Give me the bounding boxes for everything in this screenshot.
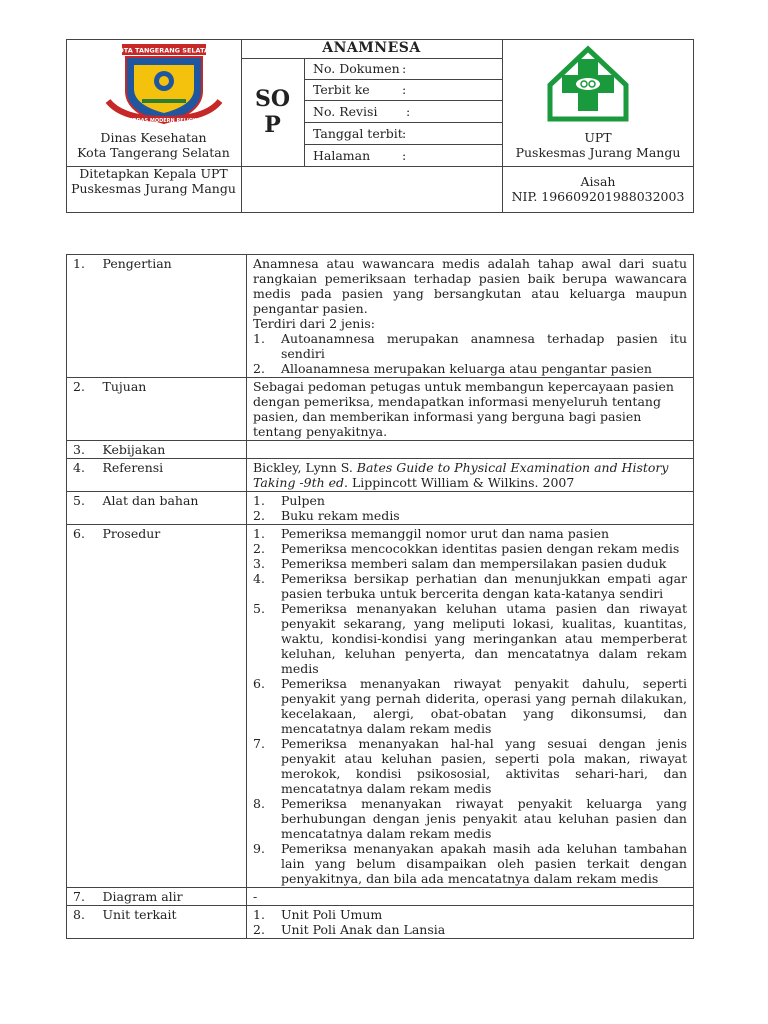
table-row bbox=[67, 888, 694, 906]
list-item: 1. Autoanamnesa merupakan anamnesa terhadap pasien itu sendiri bbox=[253, 331, 687, 361]
section-label: Diagram alir bbox=[97, 888, 247, 906]
list-item: 2. Pemeriksa mencocokkan identitas pasien dengan rekam medis bbox=[253, 541, 680, 556]
table-row bbox=[67, 492, 694, 525]
table-row bbox=[67, 906, 694, 939]
section-content: - bbox=[247, 888, 694, 906]
field-no-dokumen-value: : bbox=[402, 61, 407, 76]
reference-title: Bates Guide to Physical Examination and History Taking -9th ed. bbox=[253, 460, 669, 490]
sop-label-line-2: P bbox=[264, 112, 281, 138]
field-terbit-ke-value: : bbox=[402, 82, 407, 97]
list-item: 2. Unit Poli Anak dan Lansia bbox=[253, 922, 446, 937]
section-content bbox=[247, 441, 694, 459]
list-item: 7. Pemeriksa menanyakan hal-hal yang sesuai dengan jenis penyakit atau keluhan pasien, seperti pola makan, riwayat merokok, kondisi psikososial, aktivitas sehari-hari, dan mencatatnya dalam rekam medis bbox=[253, 736, 687, 796]
section-label: Pengertian bbox=[97, 255, 247, 378]
section-number: 2. bbox=[67, 378, 97, 441]
puskesmas-logo bbox=[542, 45, 634, 123]
section-content bbox=[247, 492, 694, 525]
field-halaman-value: : bbox=[402, 148, 407, 163]
sop-content-table bbox=[66, 254, 694, 939]
table-row bbox=[67, 459, 694, 492]
section-label: Alat dan bahan bbox=[97, 492, 247, 525]
section-label: Prosedur bbox=[97, 525, 247, 888]
field-no-revisi-label: No. Revisi bbox=[313, 104, 378, 119]
divider bbox=[304, 79, 502, 80]
section-number: 8. bbox=[67, 906, 97, 939]
section-number: 7. bbox=[67, 888, 97, 906]
org-line-1: UPT bbox=[584, 130, 612, 145]
established-by: Ditetapkan Kepala UPT Puskesmas Jurang Mangu bbox=[71, 166, 236, 196]
section-label: Referensi bbox=[97, 459, 247, 492]
sop-label-line-1: SO bbox=[254, 86, 291, 112]
reference-content bbox=[247, 459, 694, 492]
divider bbox=[304, 58, 305, 166]
field-halaman-label: Halaman bbox=[313, 148, 371, 163]
section-label: Kebijakan bbox=[97, 441, 247, 459]
field-no-dokumen-label: No. Dokumen bbox=[313, 61, 400, 76]
list-item: 6. Pemeriksa menanyakan riwayat penyakit dahulu, seperti penyakit yang pernah diderita, operasi yang pernah dilakukan, kecelakaan, alergi, obat-obatan yang dikonsumsi, dan mencatatnya dalam rekam medis bbox=[253, 676, 687, 736]
field-terbit-ke-label: Terbit ke bbox=[313, 82, 370, 97]
section-number: 1. bbox=[67, 255, 97, 378]
list-item: 5. Pemeriksa menanyakan keluhan utama pasien dan riwayat penyakit sekarang, yang meliputi lokasi, kualitas, kuantitas, waktu, kondisi-kondisi yang meringankan atau memperberat keluhan, keluhan penyerta, dan mencatatnya dalam rekam medis bbox=[253, 601, 687, 676]
department-line-1: Dinas Kesehatan bbox=[100, 130, 207, 145]
divider bbox=[304, 122, 502, 123]
reference-publisher: Lippincott William & Wilkins. 2007 bbox=[348, 475, 575, 490]
list-item: 8. Pemeriksa menanyakan riwayat penyakit keluarga yang berhubungan dengan jenis penyakit atau keluhan pasien dan mencatatnya dalam rekam medis bbox=[253, 796, 687, 841]
field-no-revisi-value: : bbox=[406, 104, 411, 119]
list-item: 2. Alloanamnesa merupakan keluarga atau pengantar pasien bbox=[253, 361, 652, 376]
section-number: 6. bbox=[67, 525, 97, 888]
section-content bbox=[247, 525, 694, 888]
list-item: 1. Unit Poli Umum bbox=[253, 907, 383, 922]
logo-motto: CERDAS MODERN RELIGIUS bbox=[125, 118, 203, 124]
divider bbox=[304, 144, 502, 145]
section-number: 3. bbox=[67, 441, 97, 459]
section-label: Unit terkait bbox=[97, 906, 247, 939]
section-content: Sebagai pedoman petugas untuk membangun kepercayaan pasien dengan pemeriksa, mendapatkan informasi menyeluruh tentang pasien, dan memberikan informasi yang berguna bagi pasien tentang penyakitnya. bbox=[247, 378, 694, 441]
divider bbox=[304, 100, 502, 101]
department-line-2: Kota Tangerang Selatan bbox=[77, 145, 230, 160]
section-label: Tujuan bbox=[97, 378, 247, 441]
list-item: 1. Pemeriksa memanggil nomor urut dan nama pasien bbox=[253, 526, 610, 541]
table-row bbox=[67, 255, 694, 378]
section-number: 5. bbox=[67, 492, 97, 525]
signer-nip: NIP. 196609201988032003 bbox=[511, 189, 685, 204]
city-emblem-logo bbox=[102, 43, 226, 125]
table-row bbox=[67, 441, 694, 459]
logo-text: KOTA TANGERANG SELATAN bbox=[113, 46, 215, 55]
field-tanggal-terbit-value: : bbox=[402, 126, 407, 141]
definition-text: Anamnesa atau wawancara medis adalah tahap awal dari suatu rangkaian pemeriksaan terhadap pasien baik berupa wawancara medis pada pasien yang bersangkutan atau keluarga maupun pengantar pasien. bbox=[253, 256, 687, 316]
signer-name: Aisah bbox=[580, 174, 616, 189]
section-number: 4. bbox=[67, 459, 97, 492]
reference-author: Bickley, Lynn S. bbox=[253, 460, 357, 475]
org-line-2: Puskesmas Jurang Mangu bbox=[515, 145, 681, 160]
table-row bbox=[67, 378, 694, 441]
list-item: 3. Pemeriksa memberi salam dan mempersilakan pasien duduk bbox=[253, 556, 667, 571]
table-row bbox=[67, 525, 694, 888]
divider bbox=[241, 58, 502, 59]
definition-subintro: Terdiri dari 2 jenis: bbox=[253, 316, 375, 331]
list-item: 4. Pemeriksa bersikap perhatian dan menunjukkan empati agar pasien terbuka untuk bercerita dengan kata-katanya sendiri bbox=[253, 571, 687, 601]
list-item: 1. Pulpen bbox=[253, 493, 325, 508]
list-item: 9. Pemeriksa menanyakan apakah masih ada keluhan tambahan lain yang belum disampaikan oleh pasien terkait dengan penyakitnya, dan bila ada mencatatnya dalam rekam medis bbox=[253, 841, 687, 886]
document-title: ANAMNESA bbox=[322, 40, 421, 56]
list-item: 2. Buku rekam medis bbox=[253, 508, 400, 523]
field-tanggal-terbit-label: Tanggal terbit bbox=[313, 126, 403, 141]
section-content bbox=[247, 255, 694, 378]
section-content bbox=[247, 906, 694, 939]
